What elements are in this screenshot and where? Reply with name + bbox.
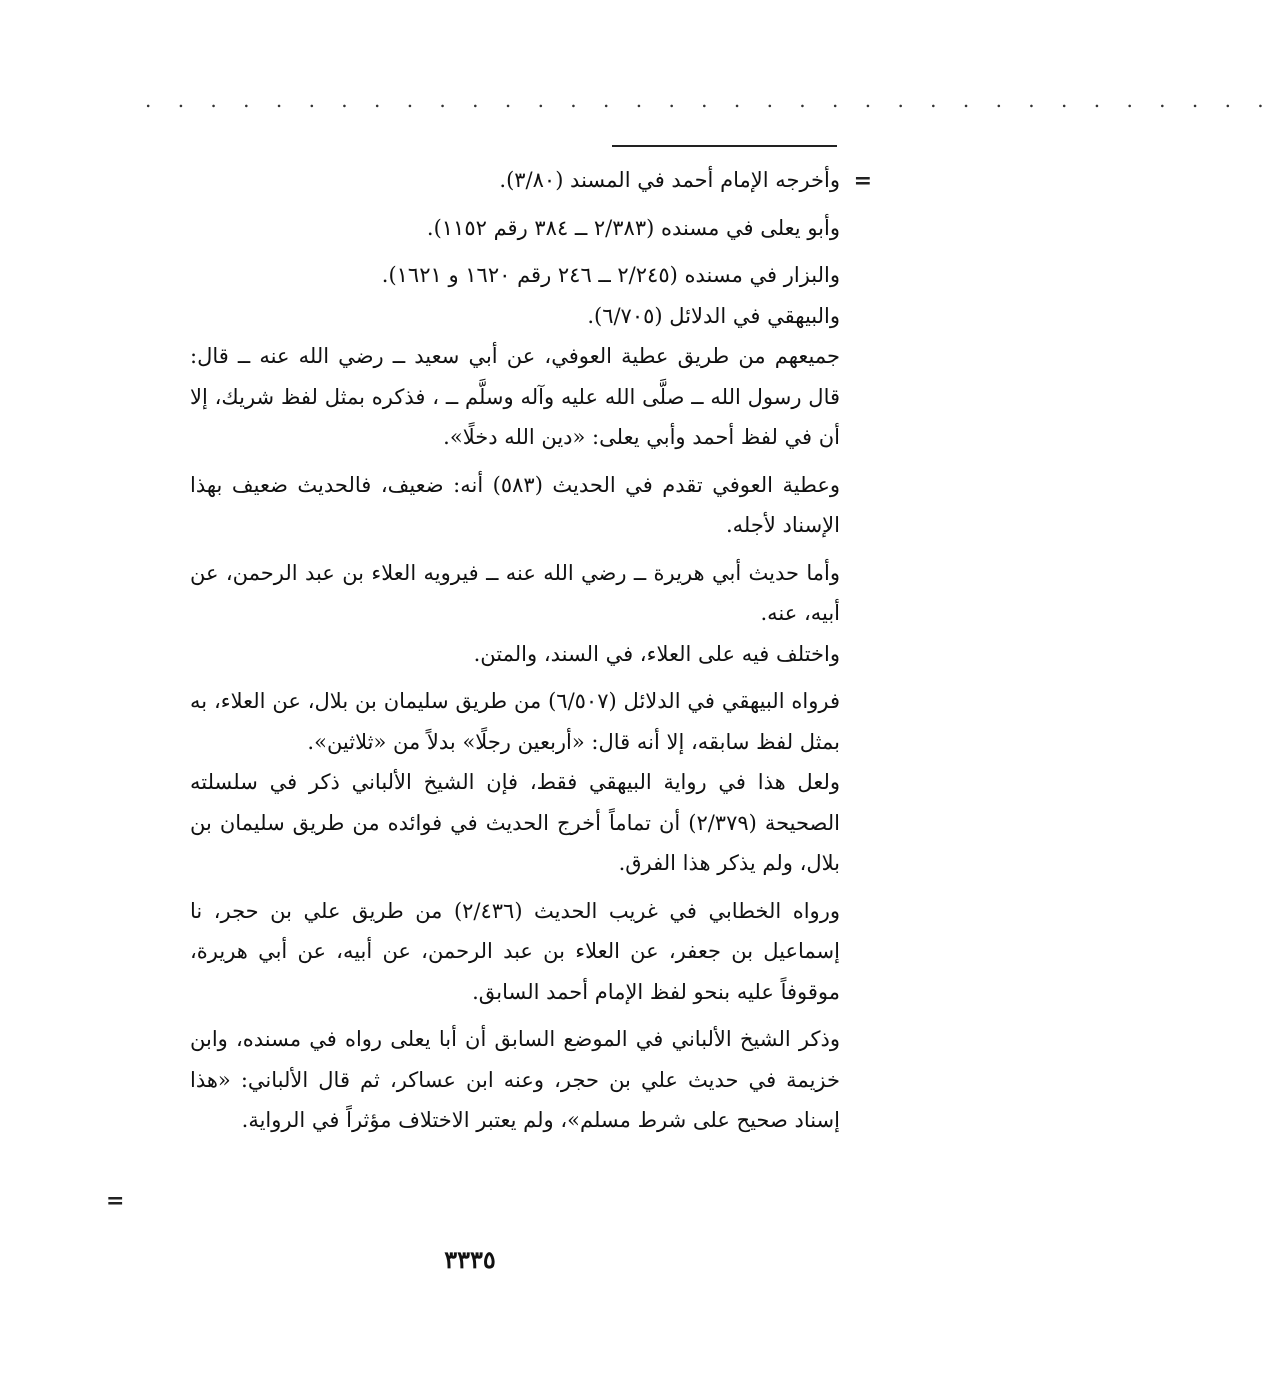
paragraph-abu-hurayra: وأما حديث أبي هريرة ــ رضي الله عنه ــ فيرويه العلاء بن عبد الرحمن، عن أبيه، عنه.: [190, 560, 840, 625]
footnote-text-block: [190, 160, 840, 1148]
paragraph-atiyya-chain: جميعهم من طريق عطية العوفي، عن أبي سعيد ــ رضي الله عنه ــ قال: قال رسول الله ــ صلَّى الله عليه وآله وسلَّم ــ ، فذكره بمثل لفظ شريك، إلا أن في لفظ أحمد وأبي يعلى: «دين الله دخلًا».: [190, 344, 840, 449]
paragraph-musnad-ahmad: وأخرجه الإمام أحمد في المسند (٣/٨٠).: [499, 168, 840, 192]
continuation-mark-bottom: =: [106, 1188, 125, 1214]
paragraph-ikhtilaf: واختلف فيه على العلاء، في السند، والمتن.: [473, 641, 840, 666]
paragraph-khattabi: ورواه الخطابي في غريب الحديث (٢/٤٣٦) من طريق علي بن حجر، نا إسماعيل بن جعفر، عن العلاء بن عبد الرحمن، عن أبيه، عن أبي هريرة، موقوفاً عليه بنحو لفظ الإمام أحمد السابق.: [190, 898, 840, 1004]
paragraph-bayhaqi: والبيهقي في الدلائل (٦/٧٠٥).: [587, 303, 840, 328]
footnote-separator-rule: [612, 145, 837, 147]
paragraph-abu-yala: وأبو يعلى في مسنده (٢/٣٨٣ ــ ٣٨٤ رقم ١١٥٢).: [426, 215, 840, 240]
continuation-mark-top: =: [853, 168, 872, 194]
paragraph-atiyya-grading: وعطية العوفي تقدم في الحديث (٥٨٣) أنه: ضعيف، فالحديث ضعيف بهذا الإسناد لأجله.: [190, 472, 840, 537]
paragraph-bayhaqi-dalail: فرواه البيهقي في الدلائل (٦/٥٠٧) من طريق سليمان بن بلال، عن العلاء، به بمثل لفظ سابقه، إلا أنه قال: «أربعين رجلًا» بدلاً من «ثلاثين».: [190, 689, 841, 754]
paragraph-albani-conclusion: وذكر الشيخ الألباني في الموضع السابق أن أبا يعلى رواه في مسنده، وابن خزيمة في حديث علي بن حجر، وعنه ابن عساكر، ثم قال الألباني: «هذا إسناد صحيح على شرط مسلم»، ولم يعتبر الاختلاف مؤثراً في الرواية.: [190, 1027, 840, 1132]
paragraph-albani-silsila: ولعل هذا في رواية البيهقي فقط، فإن الشيخ الألباني ذكر في سلسلته الصحيحة (٢/٣٧٩) أن تماماً أخرج الحديث في فوائده من طريق سليمان بن بلال، ولم يذكر هذا الفرق.: [190, 770, 841, 875]
paragraph-bazzar: والبزار في مسنده (٢/٢٤٥ ــ ٢٤٦ رقم ١٦٢٠ و ١٦٢١).: [381, 263, 840, 287]
page-number: ٣٣٣٥: [444, 1245, 496, 1274]
header-dotted-rule: . . . . . . . . . . . . . . . . . . . . . . . . . . . . . . . . . . .: [145, 88, 1274, 112]
